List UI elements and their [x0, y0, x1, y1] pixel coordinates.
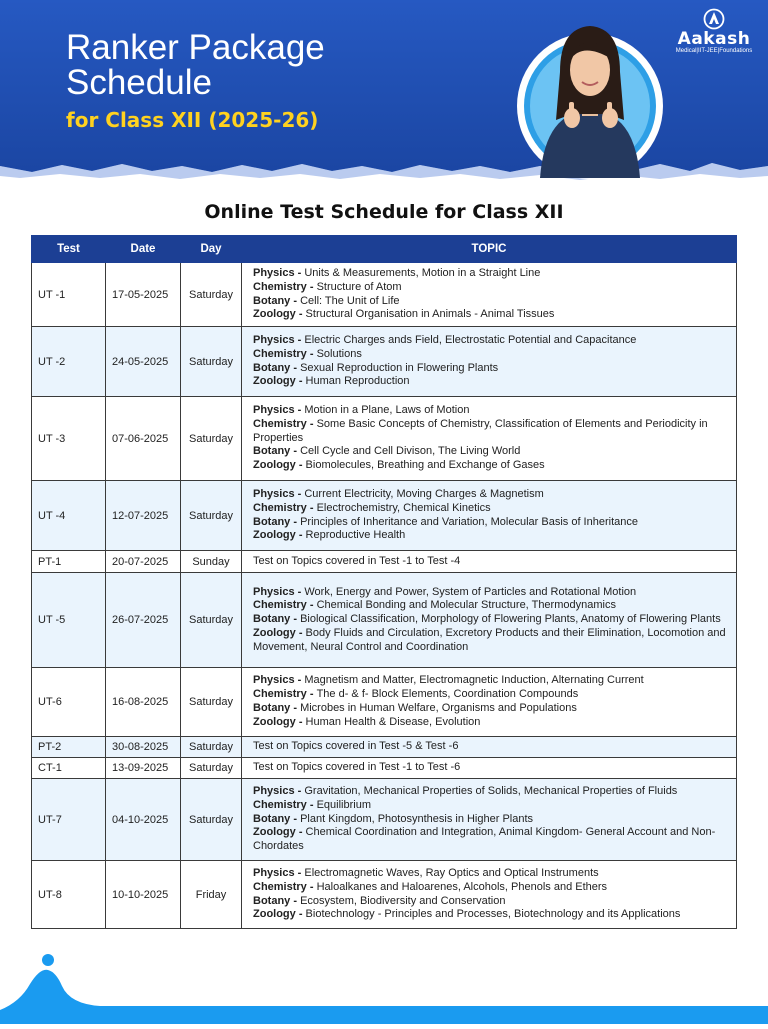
topic-text: Haloalkanes and Haloarenes, Alcohols, Phenols and Ethers	[316, 880, 608, 893]
cell-test: CT-1	[32, 758, 106, 779]
topic-subject: Chemistry -	[253, 417, 317, 430]
cell-topic	[242, 263, 737, 327]
topic-subject: Chemistry -	[253, 501, 317, 514]
cell-day: Saturday	[181, 668, 242, 737]
topic-text: Solutions	[316, 347, 362, 360]
cell-day: Saturday	[181, 737, 242, 758]
topic-subject: Botany -	[253, 894, 301, 907]
schedule-table	[31, 235, 737, 929]
topic-line	[253, 867, 728, 881]
cell-date: 30-08-2025	[106, 737, 181, 758]
cell-date: 04-10-2025	[106, 779, 181, 861]
topic-subject: Physics -	[253, 785, 305, 797]
topic-subject: Physics -	[253, 866, 305, 879]
cell-day: Saturday	[181, 758, 242, 779]
topic-line	[253, 375, 728, 389]
aakash-mark-icon	[42, 954, 54, 966]
topic-subject: Zoology -	[253, 826, 306, 839]
topic-subject: Physics -	[253, 266, 305, 279]
header-topic: TOPIC	[242, 236, 737, 263]
topic-line	[253, 674, 728, 688]
topic-line	[253, 740, 728, 754]
topic-line	[253, 529, 728, 543]
topic-subject: Zoology -	[253, 308, 306, 321]
page-subtitle: for Class XII (2025-26)	[66, 108, 319, 132]
cell-topic	[242, 327, 737, 397]
header-banner	[0, 0, 768, 190]
table-header-row	[32, 236, 737, 263]
cell-test: UT -1	[32, 263, 106, 327]
topic-subject: Botany -	[253, 361, 301, 374]
topic-text: Equilibrium	[316, 798, 371, 811]
cell-day: Saturday	[181, 779, 242, 861]
topic-subject: Zoology -	[253, 908, 306, 921]
logo-tagline: Medical|IIT-JEE|Foundations	[675, 48, 753, 54]
topic-text: Cell Cycle and Cell Divison, The Living World	[300, 445, 521, 458]
cell-date: 20-07-2025	[106, 551, 181, 573]
topic-text: Ecosystem, Biodiversity and Conservation	[300, 894, 506, 907]
topic-text: Magnetism and Matter, Electromagnetic Induction, Alternating Current	[304, 674, 644, 687]
topic-line	[253, 785, 728, 799]
cell-date: 10-10-2025	[106, 861, 181, 929]
topic-text: Reproductive Health	[305, 529, 406, 542]
topic-subject: Physics -	[253, 333, 305, 346]
topic-text: Biological Classification, Morphology of Flowering Plants, Anatomy of Flowering Plants	[300, 613, 721, 626]
topic-text: Plant Kingdom, Photosynthesis in Higher Plants	[300, 812, 534, 825]
topic-text: Principles of Inheritance and Variation, Molecular Basis of Inheritance	[300, 515, 638, 528]
topic-text: Some Basic Concepts of Chemistry, Classification of Elements and Periodicity in Properties	[253, 417, 708, 444]
topic-subject: Chemistry -	[253, 280, 317, 293]
topic-text: Test on Topics covered in Test -1 to Test -6	[253, 761, 461, 774]
topic-text: Biotechnology - Principles and Processes, Biotechnology and its Applications	[305, 908, 681, 921]
topic-text: Test on Topics covered in Test -1 to Test -4	[253, 554, 461, 567]
schedule-title: Online Test Schedule for Class XII	[204, 201, 564, 223]
cell-day: Saturday	[181, 263, 242, 327]
topic-text: Work, Energy and Power, System of Particles and Rotational Motion	[304, 585, 637, 598]
table-row	[32, 551, 737, 573]
cell-date: 13-09-2025	[106, 758, 181, 779]
aakash-logo	[668, 8, 760, 60]
topic-line	[253, 895, 728, 909]
topic-line	[253, 688, 728, 702]
cell-date: 12-07-2025	[106, 481, 181, 551]
aakash-logo-icon	[703, 8, 725, 30]
cell-topic	[242, 779, 737, 861]
topic-text: Human Health & Disease, Evolution	[305, 715, 481, 728]
cell-date: 17-05-2025	[106, 263, 181, 327]
topic-line	[253, 613, 728, 627]
table-row	[32, 397, 737, 481]
topic-subject: Chemistry -	[253, 688, 317, 701]
topic-subject: Chemistry -	[253, 599, 317, 612]
topic-line	[253, 308, 728, 322]
logo-name: Aakash	[677, 29, 751, 49]
topic-subject: Physics -	[253, 487, 305, 500]
topic-line	[253, 799, 728, 813]
cell-test: UT -2	[32, 327, 106, 397]
topic-subject: Physics -	[253, 404, 305, 416]
title-line-1: Ranker Package	[66, 28, 325, 67]
topic-text: Microbes in Human Welfare, Organisms and Populations	[300, 702, 577, 714]
topic-subject: Chemistry -	[253, 798, 317, 811]
topic-text: Sexual Reproduction in Flowering Plants	[300, 361, 499, 374]
topic-line	[253, 627, 728, 655]
presenter-photo	[510, 8, 670, 188]
topic-line	[253, 295, 728, 309]
topic-line	[253, 826, 728, 854]
title-line-2: Schedule	[66, 63, 212, 102]
cell-test: UT-6	[32, 668, 106, 737]
cell-day: Sunday	[181, 551, 242, 573]
table-row	[32, 668, 737, 737]
topic-line	[253, 716, 728, 730]
table-row	[32, 327, 737, 397]
cell-topic	[242, 397, 737, 481]
topic-line	[253, 418, 728, 446]
header-test: Test	[32, 236, 106, 263]
topic-text: Test on Topics covered in Test -5 & Test -6	[253, 740, 459, 753]
cell-day: Saturday	[181, 573, 242, 668]
topic-line	[253, 586, 728, 600]
topic-line	[253, 281, 728, 295]
topic-subject: Botany -	[253, 812, 301, 825]
topic-line	[253, 813, 728, 827]
topic-subject: Physics -	[253, 585, 305, 598]
cell-day: Saturday	[181, 481, 242, 551]
table-row	[32, 779, 737, 861]
cell-topic	[242, 481, 737, 551]
page-title	[66, 30, 325, 100]
topic-subject: Zoology -	[253, 375, 306, 388]
topic-line	[253, 702, 728, 716]
topic-subject: Chemistry -	[253, 347, 317, 360]
table-row	[32, 263, 737, 327]
topic-text: Biomolecules, Breathing and Exchange of Gases	[305, 459, 545, 472]
topic-text: Electrochemistry, Chemical Kinetics	[316, 501, 491, 514]
cell-test: UT-7	[32, 779, 106, 861]
topic-text: Structural Organisation in Animals - Animal Tissues	[305, 308, 555, 321]
topic-text: Motion in a Plane, Laws of Motion	[304, 404, 470, 416]
cell-day: Saturday	[181, 327, 242, 397]
cell-topic	[242, 573, 737, 668]
topic-line	[253, 881, 728, 895]
topic-text: Electric Charges ands Field, Electrostatic Potential and Capacitance	[304, 333, 637, 346]
topic-subject: Botany -	[253, 515, 301, 528]
cell-test: UT-8	[32, 861, 106, 929]
cell-test: UT -4	[32, 481, 106, 551]
topic-subject: Zoology -	[253, 626, 306, 639]
topic-subject: Zoology -	[253, 529, 306, 542]
topic-subject: Botany -	[253, 702, 301, 714]
cell-test: PT-2	[32, 737, 106, 758]
cell-test: UT -3	[32, 397, 106, 481]
topic-subject: Chemistry -	[253, 880, 317, 893]
cell-day: Saturday	[181, 397, 242, 481]
topic-line	[253, 599, 728, 613]
topic-line	[253, 488, 728, 502]
topic-line	[253, 404, 728, 418]
topic-line	[253, 761, 728, 775]
topic-text: Gravitation, Mechanical Properties of Solids, Mechanical Properties of Fluids	[304, 785, 678, 797]
topic-subject: Zoology -	[253, 715, 306, 728]
table-row	[32, 573, 737, 668]
topic-line	[253, 445, 728, 459]
topic-text: Cell: The Unit of Life	[300, 294, 400, 307]
topic-text: Electromagnetic Waves, Ray Optics and Optical Instruments	[304, 866, 599, 879]
topic-line	[253, 267, 728, 281]
cell-date: 24-05-2025	[106, 327, 181, 397]
topic-line	[253, 459, 728, 473]
topic-subject: Botany -	[253, 613, 301, 626]
cell-topic	[242, 668, 737, 737]
header-date: Date	[106, 236, 181, 263]
cell-topic	[242, 737, 737, 758]
topic-text: Chemical Bonding and Molecular Structure, Thermodynamics	[316, 599, 616, 612]
topic-text: Current Electricity, Moving Charges & Magnetism	[304, 487, 544, 500]
topic-line	[253, 334, 728, 348]
topic-line	[253, 555, 728, 569]
cell-topic	[242, 861, 737, 929]
cell-test: PT-1	[32, 551, 106, 573]
topic-text: Structure of Atom	[316, 280, 402, 293]
topic-subject: Zoology -	[253, 459, 306, 472]
cell-date: 26-07-2025	[106, 573, 181, 668]
header-day: Day	[181, 236, 242, 263]
topic-line	[253, 516, 728, 530]
table-row	[32, 481, 737, 551]
table-row	[32, 861, 737, 929]
footer-wave	[0, 950, 768, 1024]
topic-text: Units & Measurements, Motion in a Straight Line	[304, 266, 541, 279]
cell-date: 16-08-2025	[106, 668, 181, 737]
topic-text: Human Reproduction	[305, 375, 410, 388]
topic-line	[253, 502, 728, 516]
topic-line	[253, 348, 728, 362]
topic-line	[253, 362, 728, 376]
topic-subject: Botany -	[253, 294, 301, 307]
footer-banner	[0, 950, 768, 1024]
topic-text: Body Fluids and Circulation, Excretory Products and their Elimination, Locomotion and Movement, Neural Control and Coordination	[253, 626, 726, 653]
cell-date: 07-06-2025	[106, 397, 181, 481]
table-row	[32, 758, 737, 779]
table-row	[32, 737, 737, 758]
topic-text: Chemical Coordination and Integration, Animal Kingdom- General Account and Non-Chordates	[253, 826, 716, 853]
cell-topic	[242, 551, 737, 573]
topic-subject: Botany -	[253, 445, 301, 458]
cell-day: Friday	[181, 861, 242, 929]
cell-topic	[242, 758, 737, 779]
topic-text: The d- & f- Block Elements, Coordination Compounds	[316, 688, 579, 701]
topic-subject: Physics -	[253, 674, 305, 687]
topic-line	[253, 908, 728, 922]
cell-test: UT -5	[32, 573, 106, 668]
